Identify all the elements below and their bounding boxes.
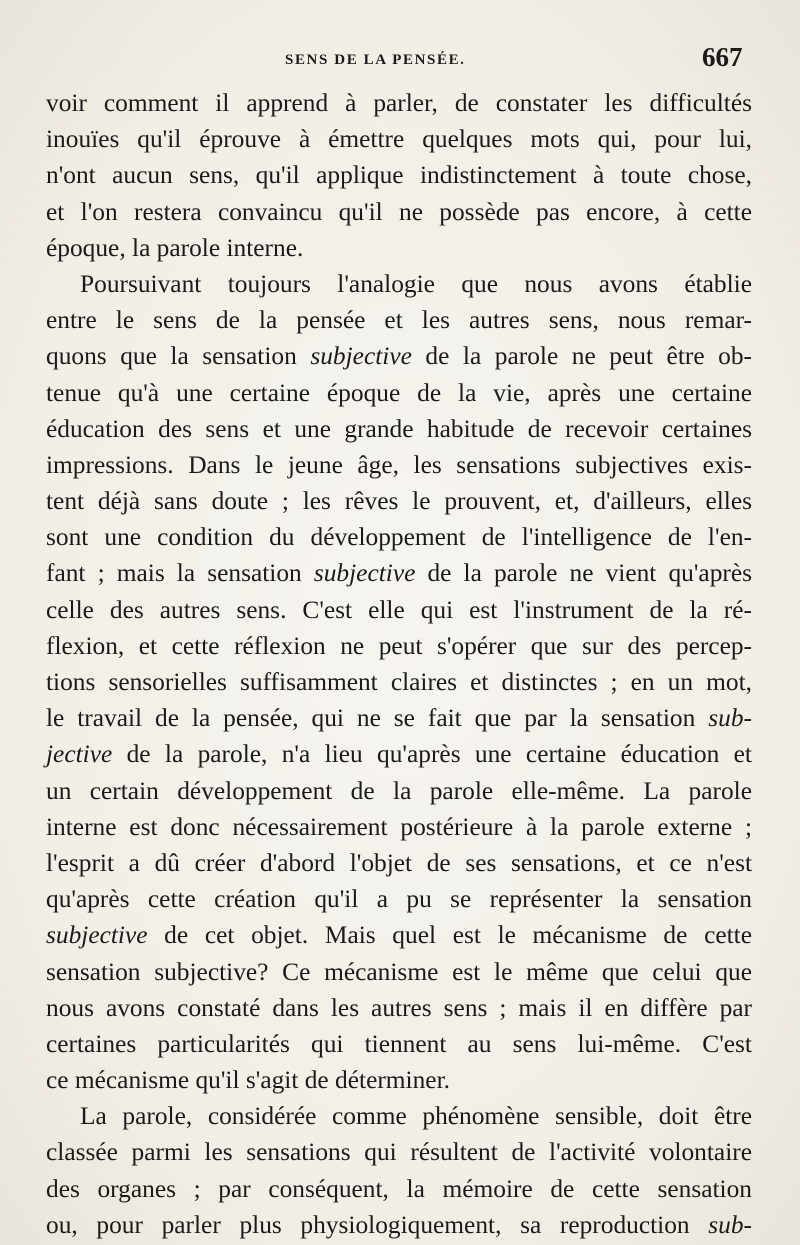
text-line: qu'après cette création qu'il a pu se représenter la sensation xyxy=(46,885,752,914)
running-title: SENS DE LA PENSÉE. xyxy=(285,52,466,68)
text-line: tent déjà sans doute ; les rêves le prouvent, et, d'ailleurs, elles xyxy=(46,487,752,516)
text-line: sont une condition du développement de l'intelligence de l'en- xyxy=(46,523,752,552)
text-line: tenue qu'à une certaine époque de la vie, après une certaine xyxy=(46,378,752,407)
paragraph xyxy=(46,85,752,266)
text-line: sensation subjective? Ce mécanisme est le même que celui que xyxy=(46,957,752,986)
text-line: nous avons constaté dans les autres sens ; mais il en diffère par xyxy=(46,993,752,1022)
text-line: voir comment il apprend à parler, de constater les difficultés xyxy=(46,89,752,117)
page-number: 667 xyxy=(702,42,743,72)
text-line: Poursuivant toujours l'analogie que nous avons établie xyxy=(80,269,752,298)
text-line: classée parmi les sensations qui résultent de l'activité volontaire xyxy=(46,1138,752,1167)
paragraph xyxy=(46,1098,752,1243)
text-line: jective de la parole, n'a lieu qu'après une certaine éducation et xyxy=(46,740,752,769)
running-head xyxy=(0,42,800,78)
text-line: éducation des sens et une grande habitude de recevoir certaines xyxy=(46,414,752,443)
paragraph xyxy=(46,266,752,1098)
text-line: celle des autres sens. C'est elle qui est l'instrument de la ré- xyxy=(46,595,752,624)
text-line: des organes ; par conséquent, la mémoire de cette sensation xyxy=(46,1174,752,1203)
text-line: entre le sens de la pensée et les autres sens, nous remar- xyxy=(46,306,752,335)
text-line: inouïes qu'il éprouve à émettre quelques mots qui, pour lui, xyxy=(46,125,752,154)
body-text xyxy=(46,85,752,1243)
text-line: La parole, considérée comme phénomène sensible, doit être xyxy=(80,1102,752,1131)
text-line: interne est donc nécessairement postérieure à la parole externe ; xyxy=(46,812,752,841)
text-line: l'esprit a dû créer d'abord l'objet de ses sensations, et ce n'est xyxy=(46,848,752,877)
text-line: ou, pour parler plus physiologiquement, sa reproduction sub- xyxy=(46,1210,752,1239)
text-line: certaines particularités qui tiennent au sens lui-même. C'est xyxy=(46,1029,752,1058)
text-line: ce mécanisme qu'il s'agit de déterminer. xyxy=(46,1066,450,1095)
text-line: fant ; mais la sensation subjective de la parole ne vient qu'après xyxy=(46,559,752,588)
text-line: époque, la parole interne. xyxy=(46,233,304,262)
text-line: impressions. Dans le jeune âge, les sensations subjectives exis- xyxy=(46,450,752,479)
text-line: flexion, et cette réflexion ne peut s'opérer que sur des percep- xyxy=(46,631,752,660)
text-line: n'ont aucun sens, qu'il applique indistinctement à toute chose, xyxy=(46,161,752,190)
text-line: quons que la sensation subjective de la parole ne peut être ob- xyxy=(46,342,752,371)
text-line: et l'on restera convaincu qu'il ne possède pas encore, à cette xyxy=(46,197,752,226)
text-line: le travail de la pensée, qui ne se fait que par la sensation sub- xyxy=(46,704,752,733)
text-line: subjective de cet objet. Mais quel est le mécanisme de cette xyxy=(46,921,752,950)
text-line: un certain développement de la parole elle-même. La parole xyxy=(46,776,752,805)
text-line: tions sensorielles suffisamment claires et distinctes ; en un mot, xyxy=(46,668,752,696)
